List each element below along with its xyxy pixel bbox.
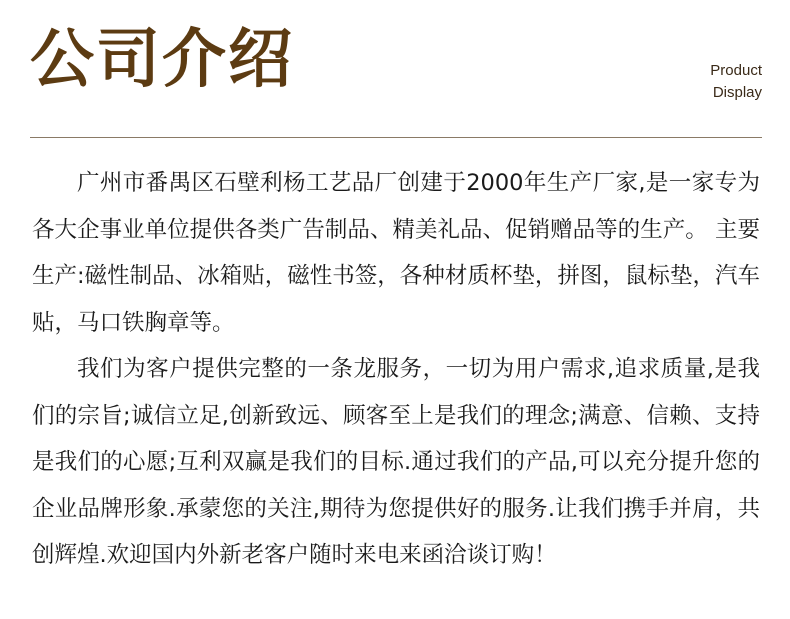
page-subtitle [710, 60, 762, 104]
intro-paragraph-2: 我们为客户提供完整的一条龙服务，一切为用户需求,追求质量,是我们的宗旨;诚信立足,创新致远、顾客至上是我们的理念;满意、信赖、支持是我们的心愿;互利双赢是我们的目标.通过我们的产品,可以充分提升您的企业品牌形象.承蒙您的关注,期待为您提供好的服务.让我们携手并肩，共创辉煌.欢迎国内外新老客户随时来电来函洽谈订购！ [32, 356, 760, 568]
subtitle-line-display: Display [712, 84, 762, 101]
intro-body [32, 160, 760, 579]
page-title: 公司介绍 [30, 23, 294, 97]
subtitle-line-product: Product [710, 62, 762, 79]
intro-paragraph-1: 广州市番禺区石壁利杨工艺品厂创建于2000年生产厂家,是一家专为各大企事业单位提供各类广告制品、精美礼品、促销赠品等的生产。 主要生产:磁性制品、冰箱贴，磁性书签，各种材质杯垫，拼图，鼠标垫，汽车贴，马口铁胸章等。 [32, 170, 760, 336]
header-divider [30, 137, 762, 138]
